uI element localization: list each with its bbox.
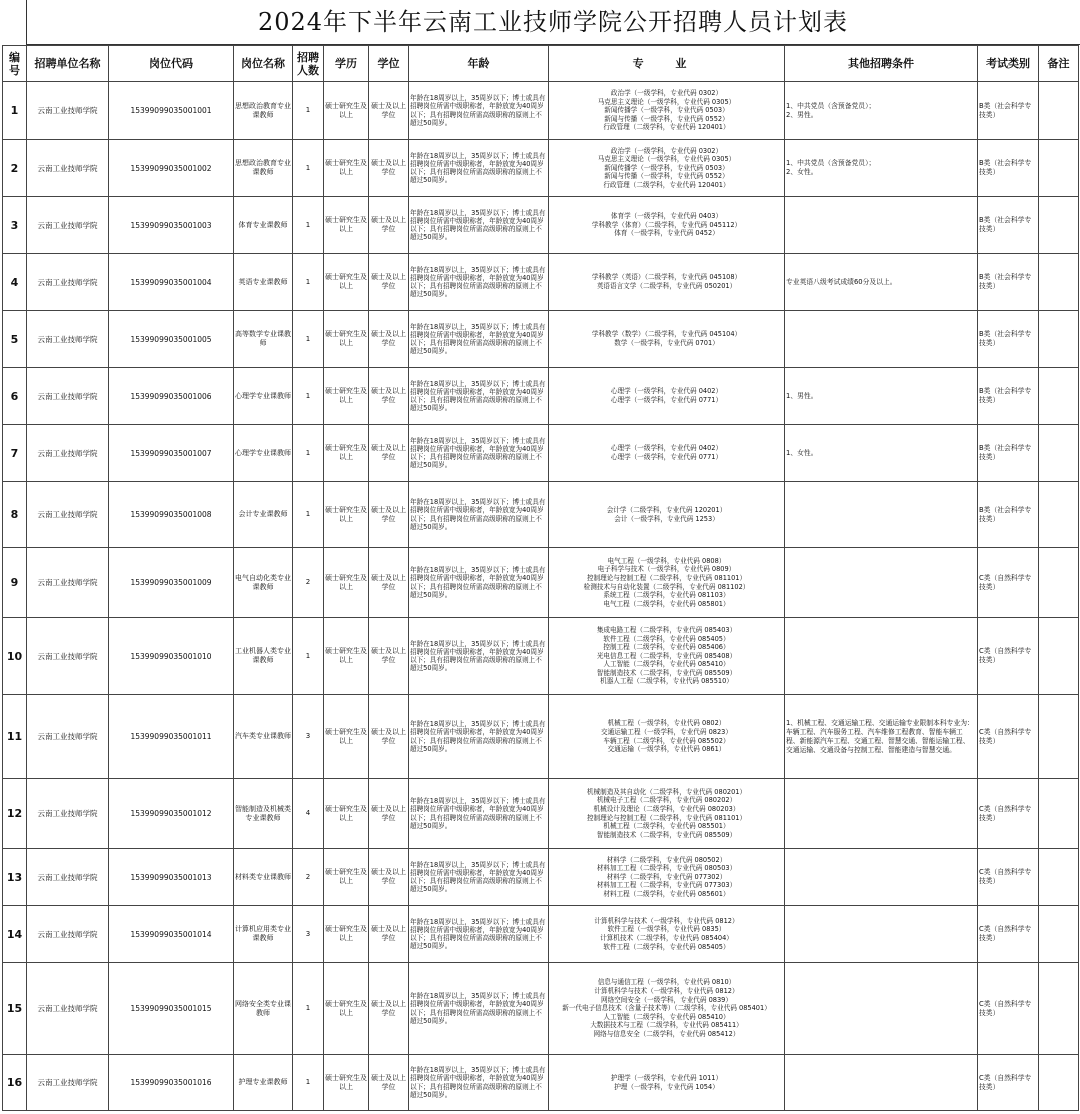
major-line: 学科教学（体育）（二级学科，专业代码 045112） bbox=[591, 220, 742, 229]
cell-major bbox=[549, 963, 785, 1055]
header-row bbox=[3, 46, 1079, 82]
table-body bbox=[3, 82, 1079, 1111]
header-code: 岗位代码 bbox=[109, 46, 234, 82]
major-line: 网络空间安全（一级学科，专业代码 0839） bbox=[601, 995, 732, 1004]
major-line: 心理学（一级学科，专业代码 0771） bbox=[610, 453, 723, 461]
cell-exam: C类（自然科学专技类） bbox=[978, 695, 1039, 779]
title-left-border bbox=[26, 0, 27, 44]
cell-unit: 云南工业技师学院 bbox=[27, 254, 109, 311]
cell-degree: 硕士及以上学位 bbox=[369, 140, 409, 197]
header-other: 其他招聘条件 bbox=[785, 46, 978, 82]
cell-age: 年龄在18周岁以上，35周岁以下；博士或具有招聘岗位所需中级职称者，年龄放宽为40周岁以下；具有招聘岗位所需高级职称的原则上不超过50周岁。 bbox=[409, 618, 549, 695]
major-line: 新闻传播学（一级学科，专业代码 0503） bbox=[604, 163, 729, 172]
cell-age: 年龄在18周岁以上，35周岁以下；博士或具有招聘岗位所需中级职称者，年龄放宽为40周岁以下；具有招聘岗位所需高级职称的原则上不超过50周岁。 bbox=[409, 197, 549, 254]
cell-major bbox=[549, 254, 785, 311]
cell-position: 材料类专业课教师 bbox=[234, 849, 293, 906]
cell-other bbox=[785, 82, 978, 140]
major-line: 马克思主义理论（一级学科，专业代码 0305） bbox=[597, 155, 736, 164]
cell-unit: 云南工业技师学院 bbox=[27, 963, 109, 1055]
cell-unit: 云南工业技师学院 bbox=[27, 82, 109, 140]
cell-other bbox=[785, 849, 978, 906]
table-row bbox=[3, 548, 1079, 618]
cell-degree: 硕士及以上学位 bbox=[369, 254, 409, 311]
cell-degree: 硕士及以上学位 bbox=[369, 779, 409, 849]
recruitment-table bbox=[2, 45, 1079, 1111]
cell-position: 英语专业课教师 bbox=[234, 254, 293, 311]
major-line: 智能制造技术（二级学科，专业代码 085509） bbox=[596, 668, 737, 677]
cell-exam: C类（自然科学专技类） bbox=[978, 849, 1039, 906]
major-line: 新一代电子信息技术（含量子技术等）（二级学科，专业代码 085401） bbox=[562, 1004, 771, 1013]
major-line: 数学（一级学科，专业代码 0701） bbox=[614, 339, 719, 347]
cell-edu: 硕士研究生及以上 bbox=[324, 140, 369, 197]
cell-major bbox=[549, 140, 785, 197]
cell-count: 1 bbox=[293, 140, 324, 197]
major-line: 控制工程（二级学科，专业代码 085406） bbox=[603, 643, 730, 652]
cell-note bbox=[1039, 82, 1079, 140]
major-line: 检测技术与自动化装置（二级学科，专业代码 081102） bbox=[583, 582, 750, 591]
cell-unit: 云南工业技师学院 bbox=[27, 779, 109, 849]
table-row bbox=[3, 368, 1079, 425]
major-line: 计算机科学与技术（一级学科，专业代码 0812） bbox=[594, 987, 739, 996]
table-row bbox=[3, 963, 1079, 1055]
cell-code: 15399099035001011 bbox=[109, 695, 234, 779]
major-line: 机械设计及理论（二级学科，专业代码 080203） bbox=[593, 804, 740, 813]
cell-age: 年龄在18周岁以上，35周岁以下；博士或具有招聘岗位所需中级职称者，年龄放宽为40周岁以下；具有招聘岗位所需高级职称的原则上不超过50周岁。 bbox=[409, 695, 549, 779]
cell-note bbox=[1039, 311, 1079, 368]
header-no: 编号 bbox=[3, 46, 27, 82]
cell-code: 15399099035001016 bbox=[109, 1055, 234, 1111]
cell-degree: 硕士及以上学位 bbox=[369, 197, 409, 254]
major-line: 英语语言文学（二级学科，专业代码 050201） bbox=[596, 282, 737, 290]
cell-edu: 硕士研究生及以上 bbox=[324, 254, 369, 311]
cell-unit: 云南工业技师学院 bbox=[27, 1055, 109, 1111]
cell-major bbox=[549, 82, 785, 140]
table-row bbox=[3, 82, 1079, 140]
cell-age: 年龄在18周岁以上，35周岁以下；博士或具有招聘岗位所需中级职称者，年龄放宽为40周岁以下；具有招聘岗位所需高级职称的原则上不超过50周岁。 bbox=[409, 779, 549, 849]
cell-exam: B类（社会科学专技类） bbox=[978, 140, 1039, 197]
cell-count: 1 bbox=[293, 425, 324, 482]
other-condition-line: 1、中共党员（含预备党员）； bbox=[786, 159, 876, 167]
cell-count: 1 bbox=[293, 254, 324, 311]
major-line: 控制理论与控制工程（二级学科，专业代码 081101） bbox=[586, 573, 747, 582]
cell-exam: B类（社会科学专技类） bbox=[978, 254, 1039, 311]
major-line: 护理（一级学科，专业代码 1054） bbox=[614, 1082, 719, 1091]
cell-no: 1 bbox=[3, 82, 27, 140]
cell-no: 5 bbox=[3, 311, 27, 368]
cell-note bbox=[1039, 849, 1079, 906]
cell-major bbox=[549, 368, 785, 425]
cell-other bbox=[785, 548, 978, 618]
major-line: 人工智能（二级学科，专业代码 085410） bbox=[603, 660, 730, 669]
cell-count: 4 bbox=[293, 779, 324, 849]
cell-no: 3 bbox=[3, 197, 27, 254]
cell-degree: 硕士及以上学位 bbox=[369, 82, 409, 140]
cell-age: 年龄在18周岁以上，35周岁以下；博士或具有招聘岗位所需中级职称者，年龄放宽为40周岁以下；具有招聘岗位所需高级职称的原则上不超过50周岁。 bbox=[409, 425, 549, 482]
major-line: 计算机科学与技术（一级学科，专业代码 0812） bbox=[594, 916, 739, 925]
header-edu: 学历 bbox=[324, 46, 369, 82]
header-unit: 招聘单位名称 bbox=[27, 46, 109, 82]
cell-position: 会计专业课教师 bbox=[234, 482, 293, 548]
major-line: 体育（一级学科，专业代码 0452） bbox=[614, 229, 719, 238]
cell-other bbox=[785, 1055, 978, 1111]
major-line: 马克思主义理论（一级学科，专业代码 0305） bbox=[597, 97, 736, 106]
cell-major bbox=[549, 482, 785, 548]
cell-major bbox=[549, 618, 785, 695]
cell-no: 16 bbox=[3, 1055, 27, 1111]
cell-age: 年龄在18周岁以上，35周岁以下；博士或具有招聘岗位所需中级职称者，年龄放宽为40周岁以下；具有招聘岗位所需高级职称的原则上不超过50周岁。 bbox=[409, 82, 549, 140]
cell-edu: 硕士研究生及以上 bbox=[324, 368, 369, 425]
major-line: 新闻传播学（一级学科，专业代码 0503） bbox=[604, 106, 729, 115]
cell-count: 1 bbox=[293, 482, 324, 548]
cell-other bbox=[785, 695, 978, 779]
cell-note bbox=[1039, 906, 1079, 963]
cell-note bbox=[1039, 368, 1079, 425]
cell-other bbox=[785, 311, 978, 368]
major-line: 信息与通信工程（一级学科，专业代码 0810） bbox=[597, 978, 736, 987]
cell-code: 15399099035001010 bbox=[109, 618, 234, 695]
major-line: 材料工程（二级学科，专业代码 085601） bbox=[603, 889, 730, 898]
cell-exam: B类（社会科学专技类） bbox=[978, 368, 1039, 425]
cell-degree: 硕士及以上学位 bbox=[369, 906, 409, 963]
cell-code: 15399099035001009 bbox=[109, 548, 234, 618]
cell-note bbox=[1039, 1055, 1079, 1111]
cell-position: 汽车类专业课教师 bbox=[234, 695, 293, 779]
major-line: 行政管理（二级学科，专业代码 120401） bbox=[603, 123, 730, 132]
cell-age: 年龄在18周岁以上，35周岁以下；博士或具有招聘岗位所需中级职称者，年龄放宽为40周岁以下；具有招聘岗位所需高级职称的原则上不超过50周岁。 bbox=[409, 906, 549, 963]
cell-exam: C类（自然科学专技类） bbox=[978, 906, 1039, 963]
cell-edu: 硕士研究生及以上 bbox=[324, 618, 369, 695]
cell-note bbox=[1039, 482, 1079, 548]
cell-position: 心理学专业课教师 bbox=[234, 368, 293, 425]
cell-unit: 云南工业技师学院 bbox=[27, 849, 109, 906]
cell-code: 15399099035001013 bbox=[109, 849, 234, 906]
other-condition-line: 1、中共党员（含预备党员）； bbox=[786, 101, 876, 110]
other-condition-line: 专业英语八级考试成绩60分及以上。 bbox=[786, 277, 897, 286]
other-condition-line: 1、男性。 bbox=[786, 391, 818, 400]
major-line: 政治学（一级学科，专业代码 0302） bbox=[610, 146, 723, 155]
cell-edu: 硕士研究生及以上 bbox=[324, 311, 369, 368]
cell-exam: C类（自然科学专技类） bbox=[978, 1055, 1039, 1111]
cell-other bbox=[785, 779, 978, 849]
cell-note bbox=[1039, 695, 1079, 779]
cell-degree: 硕士及以上学位 bbox=[369, 1055, 409, 1111]
page-title: 2024年下半年云南工业技师学院公开招聘人员计划表 bbox=[26, 0, 1080, 45]
cell-other bbox=[785, 368, 978, 425]
cell-count: 1 bbox=[293, 618, 324, 695]
cell-major bbox=[549, 311, 785, 368]
cell-unit: 云南工业技师学院 bbox=[27, 906, 109, 963]
major-line: 材料学（二级学科，专业代码 080502） bbox=[606, 855, 727, 864]
cell-count: 1 bbox=[293, 311, 324, 368]
major-line: 交通运输（一级学科，专业代码 0861） bbox=[607, 745, 726, 754]
header-exam: 考试类别 bbox=[978, 46, 1039, 82]
major-line: 机械制造及其自动化（二级学科，专业代码 080201） bbox=[586, 787, 747, 796]
cell-note bbox=[1039, 963, 1079, 1055]
cell-unit: 云南工业技师学院 bbox=[27, 368, 109, 425]
major-line: 大数据技术与工程（二级学科，专业代码 085411） bbox=[590, 1021, 743, 1030]
cell-exam: B类（社会科学专技类） bbox=[978, 197, 1039, 254]
cell-code: 15399099035001002 bbox=[109, 140, 234, 197]
table-row bbox=[3, 425, 1079, 482]
cell-unit: 云南工业技师学院 bbox=[27, 618, 109, 695]
major-line: 新闻与传播（一级学科，专业代码 0552） bbox=[604, 172, 729, 181]
cell-exam: C类（自然科学专技类） bbox=[978, 779, 1039, 849]
cell-position: 思想政治教育专业课教师 bbox=[234, 82, 293, 140]
cell-position: 护理专业课教师 bbox=[234, 1055, 293, 1111]
header-age: 年龄 bbox=[409, 46, 549, 82]
cell-age: 年龄在18周岁以上，35周岁以下；博士或具有招聘岗位所需中级职称者，年龄放宽为40周岁以下；具有招聘岗位所需高级职称的原则上不超过50周岁。 bbox=[409, 1055, 549, 1111]
cell-major bbox=[549, 779, 785, 849]
cell-age: 年龄在18周岁以上，35周岁以下；博士或具有招聘岗位所需中级职称者，年龄放宽为40周岁以下；具有招聘岗位所需高级职称的原则上不超过50周岁。 bbox=[409, 140, 549, 197]
cell-note bbox=[1039, 779, 1079, 849]
cell-exam: B类（社会科学专技类） bbox=[978, 311, 1039, 368]
cell-code: 15399099035001005 bbox=[109, 311, 234, 368]
cell-major bbox=[549, 695, 785, 779]
major-line: 机械工程（二级学科，专业代码 085501） bbox=[603, 822, 730, 831]
table-row bbox=[3, 482, 1079, 548]
cell-note bbox=[1039, 140, 1079, 197]
header-major: 专 业 bbox=[549, 46, 785, 82]
cell-exam: B类（社会科学专技类） bbox=[978, 425, 1039, 482]
cell-other bbox=[785, 618, 978, 695]
cell-edu: 硕士研究生及以上 bbox=[324, 963, 369, 1055]
cell-major bbox=[549, 1055, 785, 1111]
major-line: 系统工程（二级学科，专业代码 081103） bbox=[603, 591, 730, 600]
major-line: 网络与信息安全（二级学科，专业代码 085412） bbox=[593, 1029, 740, 1038]
cell-edu: 硕士研究生及以上 bbox=[324, 82, 369, 140]
cell-other bbox=[785, 197, 978, 254]
cell-note bbox=[1039, 618, 1079, 695]
major-line: 机械电子工程（二级学科，专业代码 080202） bbox=[596, 796, 737, 805]
cell-edu: 硕士研究生及以上 bbox=[324, 849, 369, 906]
cell-age: 年龄在18周岁以上，35周岁以下；博士或具有招聘岗位所需中级职称者，年龄放宽为40周岁以下；具有招聘岗位所需高级职称的原则上不超过50周岁。 bbox=[409, 963, 549, 1055]
cell-edu: 硕士研究生及以上 bbox=[324, 1055, 369, 1111]
cell-degree: 硕士及以上学位 bbox=[369, 425, 409, 482]
cell-other bbox=[785, 482, 978, 548]
cell-count: 2 bbox=[293, 548, 324, 618]
cell-major bbox=[549, 849, 785, 906]
major-line: 软件工程（二级学科，专业代码 085405） bbox=[603, 634, 730, 643]
cell-count: 1 bbox=[293, 368, 324, 425]
cell-no: 14 bbox=[3, 906, 27, 963]
cell-age: 年龄在18周岁以上，35周岁以下；博士或具有招聘岗位所需中级职称者，年龄放宽为40周岁以下；具有招聘岗位所需高级职称的原则上不超过50周岁。 bbox=[409, 548, 549, 618]
major-line: 计算机技术（二级学科，专业代码 085404） bbox=[600, 934, 733, 942]
cell-note bbox=[1039, 425, 1079, 482]
cell-exam: B类（社会科学专技类） bbox=[978, 82, 1039, 140]
cell-code: 15399099035001007 bbox=[109, 425, 234, 482]
cell-age: 年龄在18周岁以上，35周岁以下；博士或具有招聘岗位所需中级职称者，年龄放宽为40周岁以下；具有招聘岗位所需高级职称的原则上不超过50周岁。 bbox=[409, 368, 549, 425]
major-line: 软件工程（二级学科，专业代码 085405） bbox=[603, 942, 730, 951]
cell-degree: 硕士及以上学位 bbox=[369, 618, 409, 695]
cell-code: 15399099035001014 bbox=[109, 906, 234, 963]
cell-position: 计算机应用类专业课教师 bbox=[234, 906, 293, 963]
cell-edu: 硕士研究生及以上 bbox=[324, 906, 369, 963]
cell-unit: 云南工业技师学院 bbox=[27, 695, 109, 779]
cell-count: 1 bbox=[293, 963, 324, 1055]
major-line: 学科教学（数学）（二级学科，专业代码 045104） bbox=[591, 330, 742, 339]
major-line: 材料加工工程（二级学科，专业代码 077303） bbox=[596, 881, 737, 890]
cell-other bbox=[785, 254, 978, 311]
cell-exam: B类（社会科学专技类） bbox=[978, 482, 1039, 548]
table-row bbox=[3, 779, 1079, 849]
cell-note bbox=[1039, 197, 1079, 254]
cell-age: 年龄在18周岁以上，35周岁以下；博士或具有招聘岗位所需中级职称者，年龄放宽为40周岁以下；具有招聘岗位所需高级职称的原则上不超过50周岁。 bbox=[409, 849, 549, 906]
cell-exam: C类（自然科学专技类） bbox=[978, 618, 1039, 695]
cell-code: 15399099035001015 bbox=[109, 963, 234, 1055]
major-line: 交通运输工程（一级学科，专业代码 0823） bbox=[601, 727, 732, 736]
cell-position: 智能制造及机械类专业课教师 bbox=[234, 779, 293, 849]
cell-no: 12 bbox=[3, 779, 27, 849]
cell-code: 15399099035001003 bbox=[109, 197, 234, 254]
cell-degree: 硕士及以上学位 bbox=[369, 849, 409, 906]
table-row bbox=[3, 849, 1079, 906]
table-row bbox=[3, 695, 1079, 779]
cell-position: 心理学专业课教师 bbox=[234, 425, 293, 482]
cell-major bbox=[549, 197, 785, 254]
major-line: 会计（一级学科，专业代码 1253） bbox=[614, 514, 719, 523]
major-line: 智能制造技术（二级学科，专业代码 085509） bbox=[596, 830, 737, 839]
header-position: 岗位名称 bbox=[234, 46, 293, 82]
cell-position: 体育专业课教师 bbox=[234, 197, 293, 254]
table-row bbox=[3, 1055, 1079, 1111]
other-condition-line: 1、机械工程、交通运输工程、交通运输专业限制本科专业为：车辆工程、汽车服务工程、汽车维修工程教育、智能车辆工程、新能源汽车工程、交通工程、智慧交通、智能运输工程、交通运输、交通设备与控制工程、智能建造与智慧交通。 bbox=[786, 718, 974, 754]
header-degree: 学位 bbox=[369, 46, 409, 82]
cell-unit: 云南工业技师学院 bbox=[27, 425, 109, 482]
cell-age: 年龄在18周岁以上，35周岁以下；博士或具有招聘岗位所需中级职称者，年龄放宽为40周岁以下；具有招聘岗位所需高级职称的原则上不超过50周岁。 bbox=[409, 482, 549, 548]
major-line: 光电信息工程（二级学科，专业代码 085408） bbox=[596, 651, 737, 660]
other-condition-line: 2、女性。 bbox=[786, 168, 818, 176]
major-line: 控制理论与控制工程（二级学科，专业代码 081101） bbox=[586, 813, 747, 822]
major-line: 行政管理（二级学科，专业代码 120401） bbox=[603, 180, 730, 189]
cell-code: 15399099035001008 bbox=[109, 482, 234, 548]
cell-no: 10 bbox=[3, 618, 27, 695]
cell-no: 13 bbox=[3, 849, 27, 906]
cell-unit: 云南工业技师学院 bbox=[27, 482, 109, 548]
cell-code: 15399099035001006 bbox=[109, 368, 234, 425]
cell-code: 15399099035001012 bbox=[109, 779, 234, 849]
cell-count: 1 bbox=[293, 82, 324, 140]
table-row bbox=[3, 254, 1079, 311]
cell-edu: 硕士研究生及以上 bbox=[324, 548, 369, 618]
other-condition-line: 1、女性。 bbox=[786, 448, 818, 457]
cell-no: 15 bbox=[3, 963, 27, 1055]
header-count: 招聘人数 bbox=[293, 46, 324, 82]
table-row bbox=[3, 906, 1079, 963]
cell-position: 高等数学专业课教师 bbox=[234, 311, 293, 368]
cell-position: 思想政治教育专业课教师 bbox=[234, 140, 293, 197]
header-note: 备注 bbox=[1039, 46, 1079, 82]
cell-age: 年龄在18周岁以上，35周岁以下；博士或具有招聘岗位所需中级职称者，年龄放宽为40周岁以下；具有招聘岗位所需高级职称的原则上不超过50周岁。 bbox=[409, 254, 549, 311]
cell-position: 电气自动化类专业课教师 bbox=[234, 548, 293, 618]
cell-unit: 云南工业技师学院 bbox=[27, 197, 109, 254]
cell-no: 6 bbox=[3, 368, 27, 425]
major-line: 新闻与传播（一级学科，专业代码 0552） bbox=[604, 114, 729, 123]
cell-degree: 硕士及以上学位 bbox=[369, 311, 409, 368]
major-line: 心理学（一级学科，专业代码 0771） bbox=[610, 396, 723, 404]
cell-major bbox=[549, 548, 785, 618]
cell-degree: 硕士及以上学位 bbox=[369, 482, 409, 548]
major-line: 体育学（一级学科，专业代码 0403） bbox=[610, 212, 723, 221]
cell-exam: C类（自然科学专技类） bbox=[978, 548, 1039, 618]
major-line: 电气工程（二级学科，专业代码 085801） bbox=[603, 599, 730, 608]
cell-major bbox=[549, 425, 785, 482]
major-line: 政治学（一级学科，专业代码 0302） bbox=[610, 89, 723, 98]
table-row bbox=[3, 197, 1079, 254]
cell-note bbox=[1039, 548, 1079, 618]
cell-code: 15399099035001001 bbox=[109, 82, 234, 140]
cell-edu: 硕士研究生及以上 bbox=[324, 779, 369, 849]
table-row bbox=[3, 311, 1079, 368]
cell-other bbox=[785, 140, 978, 197]
major-line: 集成电路工程（二级学科，专业代码 085403） bbox=[596, 625, 737, 634]
cell-unit: 云南工业技师学院 bbox=[27, 548, 109, 618]
major-line: 机械工程（一级学科，专业代码 0802） bbox=[607, 719, 726, 728]
cell-other bbox=[785, 963, 978, 1055]
major-line: 人工智能（二级学科，专业代码 085410） bbox=[603, 1012, 730, 1021]
cell-edu: 硕士研究生及以上 bbox=[324, 695, 369, 779]
table-row bbox=[3, 140, 1079, 197]
cell-edu: 硕士研究生及以上 bbox=[324, 482, 369, 548]
table-row bbox=[3, 618, 1079, 695]
cell-count: 3 bbox=[293, 906, 324, 963]
cell-count: 1 bbox=[293, 1055, 324, 1111]
major-line: 材料学（二级学科，专业代码 077302） bbox=[606, 872, 727, 881]
major-line: 电子科学与技术（一级学科，专业代码 0809） bbox=[597, 565, 736, 574]
cell-edu: 硕士研究生及以上 bbox=[324, 425, 369, 482]
major-line: 心理学（一级学科，专业代码 0402） bbox=[610, 387, 723, 396]
major-line: 材料加工工程（二级学科，专业代码 080503） bbox=[596, 864, 737, 873]
cell-no: 9 bbox=[3, 548, 27, 618]
cell-degree: 硕士及以上学位 bbox=[369, 695, 409, 779]
cell-count: 3 bbox=[293, 695, 324, 779]
cell-unit: 云南工业技师学院 bbox=[27, 140, 109, 197]
major-line: 会计学（二级学科，专业代码 120201） bbox=[606, 505, 727, 514]
cell-count: 1 bbox=[293, 197, 324, 254]
cell-edu: 硕士研究生及以上 bbox=[324, 197, 369, 254]
cell-degree: 硕士及以上学位 bbox=[369, 963, 409, 1055]
cell-other bbox=[785, 425, 978, 482]
cell-no: 4 bbox=[3, 254, 27, 311]
major-line: 心理学（一级学科，专业代码 0402） bbox=[610, 444, 723, 453]
cell-count: 2 bbox=[293, 849, 324, 906]
cell-note bbox=[1039, 254, 1079, 311]
cell-position: 网络安全类专业课教师 bbox=[234, 963, 293, 1055]
cell-code: 15399099035001004 bbox=[109, 254, 234, 311]
other-condition-line: 2、男性。 bbox=[786, 110, 818, 119]
major-line: 护理学（一级学科，专业代码 1011） bbox=[610, 1073, 723, 1082]
major-line: 机器人工程（二级学科，专业代码 085510） bbox=[600, 677, 733, 686]
cell-degree: 硕士及以上学位 bbox=[369, 368, 409, 425]
major-line: 电气工程（一级学科，专业代码 0808） bbox=[607, 556, 726, 565]
cell-exam: C类（自然科学专技类） bbox=[978, 963, 1039, 1055]
major-line: 软件工程（一级学科，专业代码 0835） bbox=[607, 925, 726, 934]
cell-position: 工业机器人类专业课教师 bbox=[234, 618, 293, 695]
major-line: 车辆工程（二级学科，专业代码 085502） bbox=[603, 736, 730, 745]
cell-no: 8 bbox=[3, 482, 27, 548]
cell-degree: 硕士及以上学位 bbox=[369, 548, 409, 618]
cell-no: 2 bbox=[3, 140, 27, 197]
major-line: 学科教学（英语）（二级学科，专业代码 045108） bbox=[591, 273, 742, 282]
cell-age: 年龄在18周岁以上，35周岁以下；博士或具有招聘岗位所需中级职称者，年龄放宽为40周岁以下；具有招聘岗位所需高级职称的原则上不超过50周岁。 bbox=[409, 311, 549, 368]
cell-unit: 云南工业技师学院 bbox=[27, 311, 109, 368]
cell-no: 11 bbox=[3, 695, 27, 779]
cell-no: 7 bbox=[3, 425, 27, 482]
cell-other bbox=[785, 906, 978, 963]
cell-major bbox=[549, 906, 785, 963]
